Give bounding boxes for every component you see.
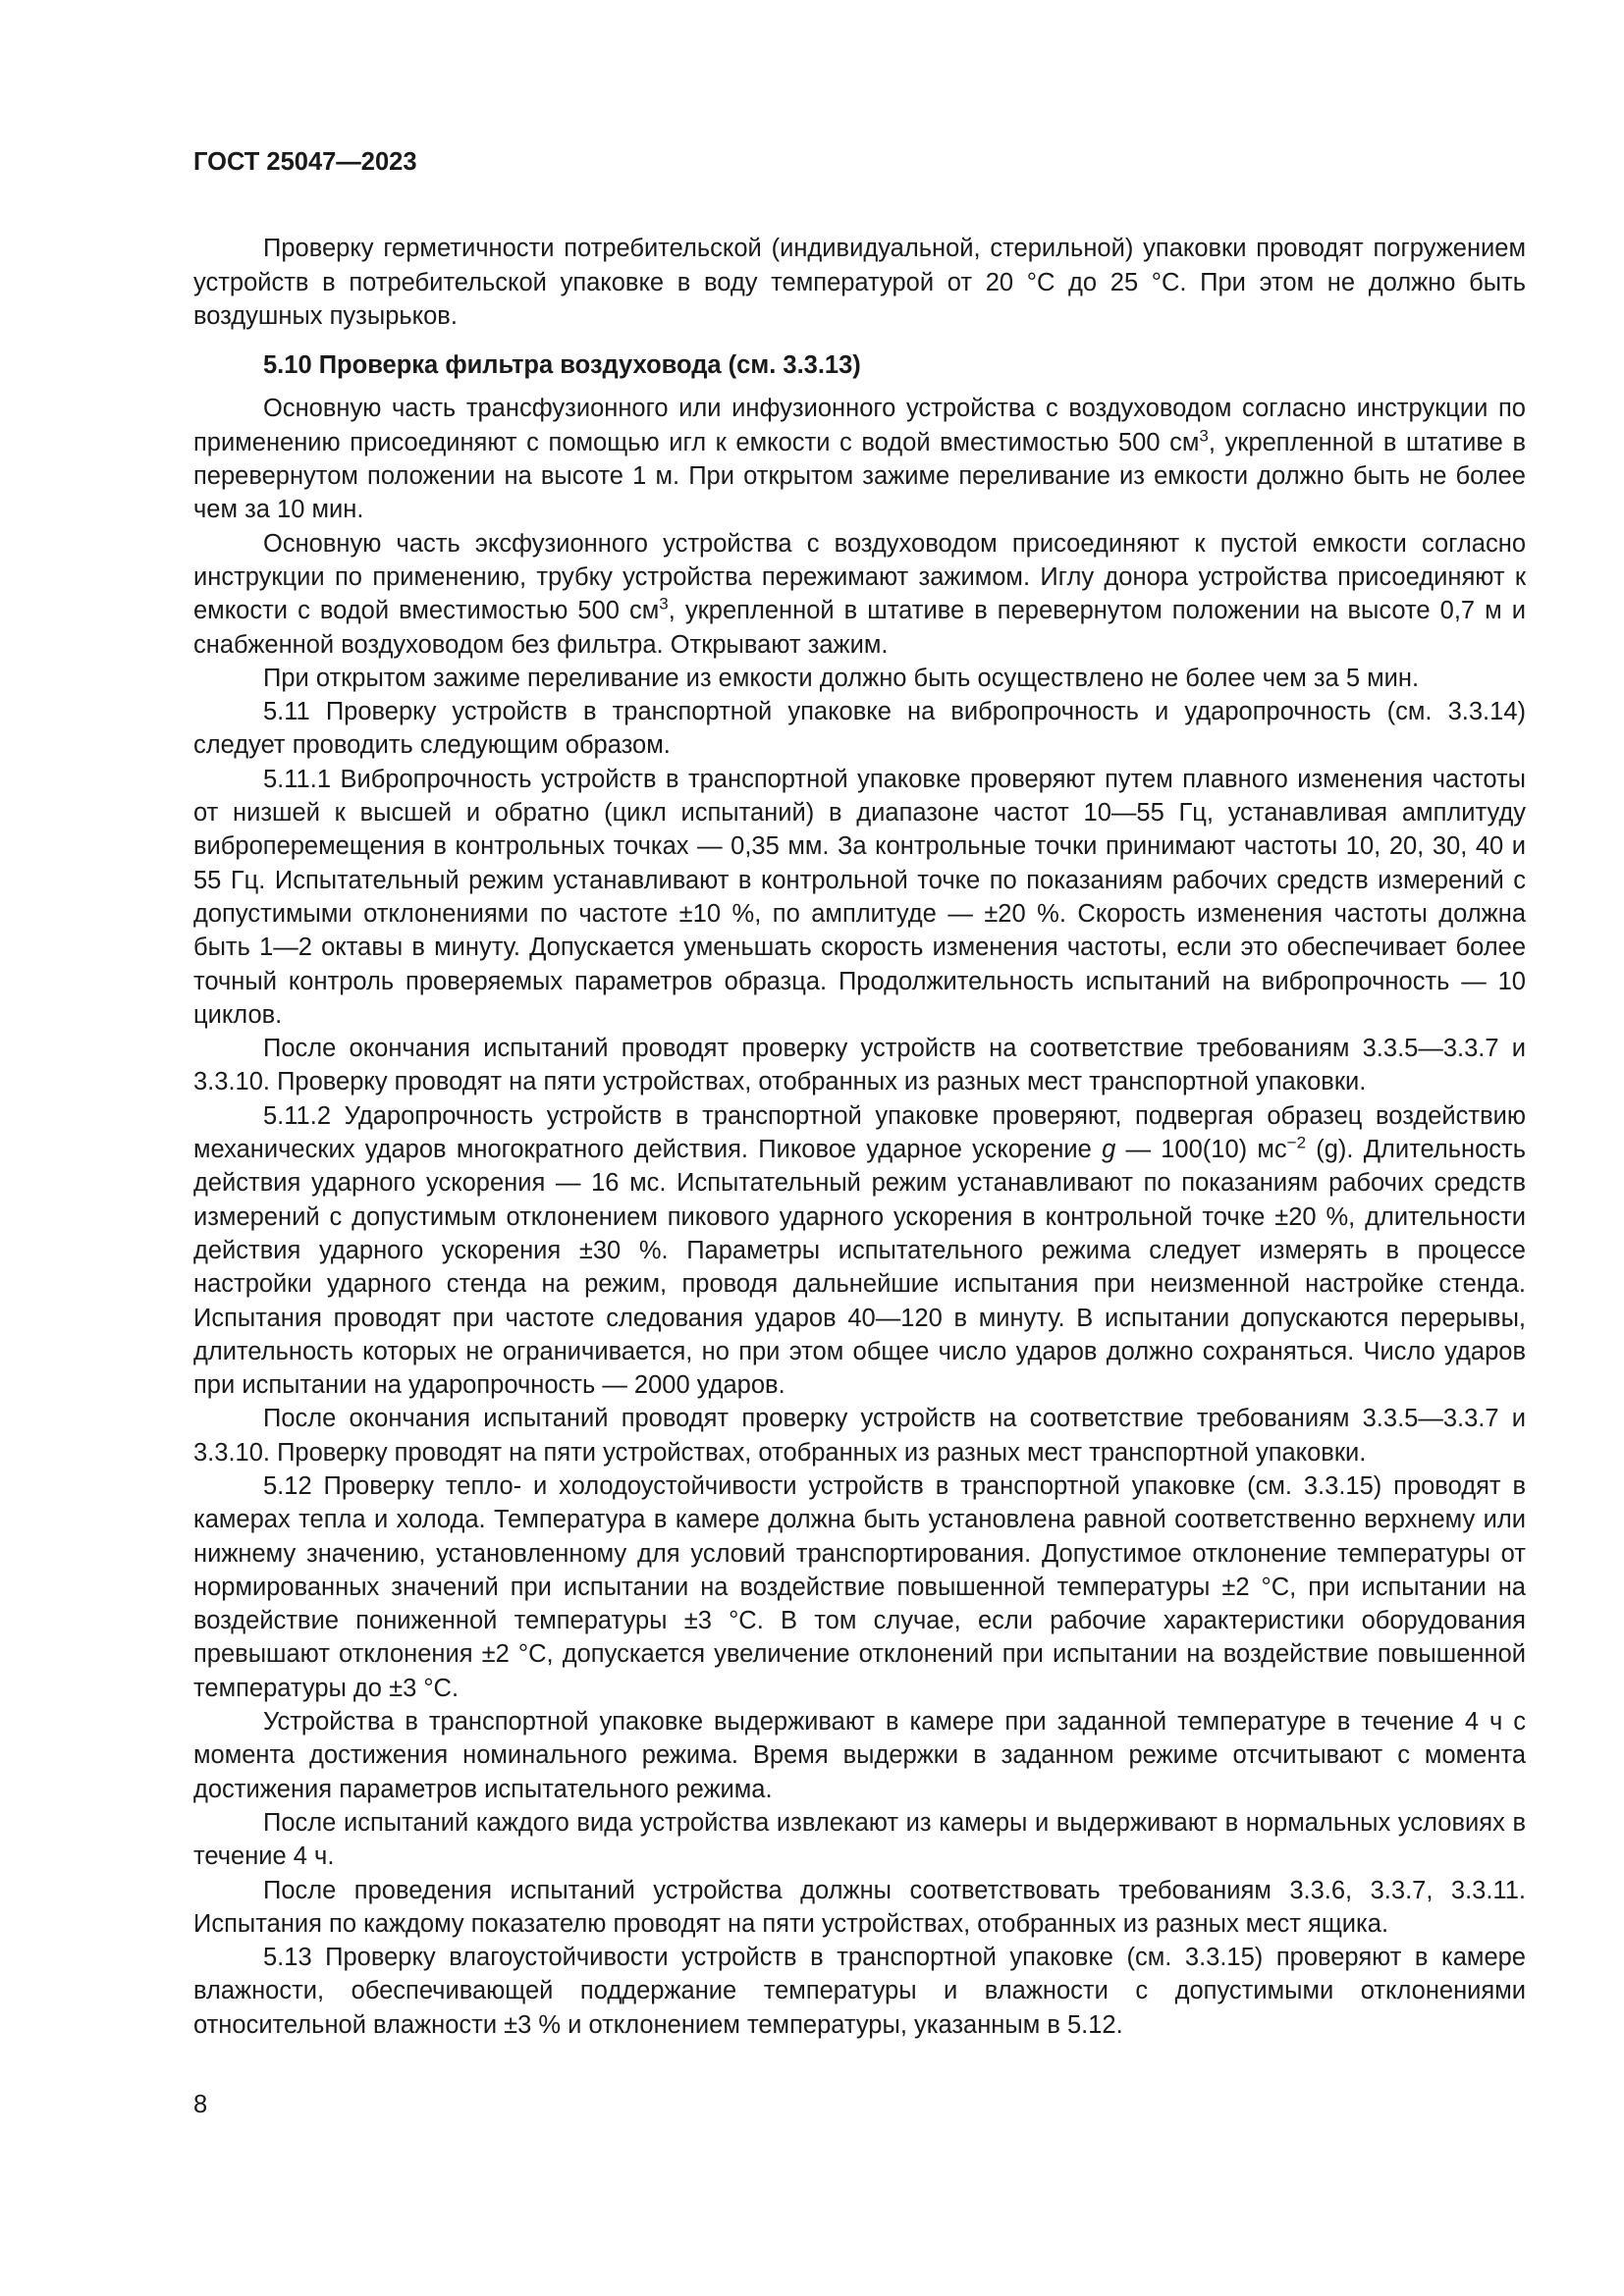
paragraph-open-clamp: При открытом зажиме переливание из емкости должно быть осуществлено не более чем за 5 мин. bbox=[263, 664, 1420, 692]
superscript: 3 bbox=[659, 594, 669, 614]
paragraph-5-11: 5.11 Проверку устройств в транспортной упаковке на вибропрочность и ударопрочность (см. 3.3.14) следует проводить следующим образом. bbox=[193, 698, 1526, 760]
paragraph-text: , укрепленной в штативе в перевернутом положении на высоте 1 м. При открытом зажиме переливание из емкости должно быть не более чем за 10 мин. bbox=[193, 428, 1526, 524]
paragraph-text: (g). Длительность действия ударного ускорения — 16 мс. Испытательный режим устанавливают по показаниям рабочих средств измерений с допустимым отклонением пикового ударного ускорения в контрольной точке ±20 %, длительности действия ударного ускорения ±30 %. Параметры испытательного режима следует измерять в процессе настройки ударного стенда на режим, проводя дальнейшие испытания при неизменной настройке стенда. Испытания проводят при частоте следования ударов 40—120 в минуту. В испытании допускаются перерывы, длительность которых не ограничивается, но при этом общее число ударов должно сохраняться. Число ударов при испытании на ударопрочность — 2000 ударов. bbox=[193, 1136, 1527, 1400]
paragraph-after-shock: После окончания испытаний проводят проверку устройств на соответствие требованиям 3.3.5—3.3.7 и 3.3.10. Проверку проводят на пяти устройствах, отобранных из разных мест транспортной упаковки. bbox=[193, 1405, 1526, 1467]
superscript: 3 bbox=[1199, 426, 1209, 446]
paragraph-after-vibration: После окончания испытаний проводят проверку устройств на соответствие требованиям 3.3.5—3.3.7 и 3.3.10. Проверку проводят на пяти устройствах, отобранных из разных мест транспортной упаковки. bbox=[193, 1035, 1526, 1096]
italic-symbol: g bbox=[1102, 1136, 1116, 1164]
paragraph-5-11-1: 5.11.1 Вибропрочность устройств в транспортной упаковке проверяют путем плавного изменения частоты от низшей к высшей и обратно (цикл испытаний) в диапазоне частот 10—55 Гц, устанавливая амплитуду виброперемещения в контрольных точках — 0,35 мм. За контрольные точки принимают частоты 10, 20, 30, 40 и 55 Гц. Испытательный режим устанавливают в контрольной точке по показаниям рабочих средств измерений с допустимыми отклонениями по частоте ±10 %, по амплитуде — ±20 %. Скорость изменения частоты должна быть 1—2 октавы в минуту. Допускается уменьшать скорость изменения частоты, если это обеспечивает более точный контроль проверяемых параметров образца. Продолжительность испытаний на вибропрочность — 10 циклов. bbox=[193, 765, 1526, 1029]
superscript: −2 bbox=[1286, 1133, 1307, 1152]
paragraph-text: — 100(10) мс bbox=[1115, 1136, 1287, 1164]
document-page bbox=[193, 145, 1526, 2042]
paragraph-after-each-test: После испытаний каждого вида устройства извлекают из камеры и выдерживают в нормальных условиях в течение 4 ч. bbox=[193, 1808, 1526, 1871]
paragraph-sealing-check: Проверку герметичности потребительской (индивидуальной, стерильной) упаковки проводят погружением устройств в потребительской упаковке в воду температурой от 20 °С до 25 °С. При этом не должно быть воздушных пузырьков. bbox=[193, 235, 1526, 330]
paragraph-exfusion-filter bbox=[193, 527, 1526, 662]
paragraph-text: Основную часть эксфузионного устройства с воздуховодом присоединяют к пустой емкости согласно инструкции по применению, трубку устройства пережимают зажимом. Иглу донора устройства присоединяют к емкости с водой вместимостью 500 см bbox=[193, 529, 1526, 625]
paragraph-requirements: После проведения испытаний устройства должны соответствовать требованиям 3.3.6, 3.3.7, 3.3.11. Испытания по каждому показателю проводят на пяти устройствах, отобранных из разных мест ящика. bbox=[193, 1876, 1526, 1938]
paragraph-text: 5.11.2 Ударопрочность устройств в транспортной упаковке проверяют, подвергая образец воздействию механических ударов многократного действия. Пиковое ударное ускорение bbox=[193, 1101, 1526, 1164]
paragraph-text: Основную часть трансфузионного или инфузионного устройства с воздуховодом согласно инструкции по применению присоединяют с помощью игл к емкости с водой вместимостью 500 см bbox=[193, 395, 1526, 456]
document-header: ГОСТ 25047—2023 bbox=[193, 148, 417, 176]
paragraph-exposure-time: Устройства в транспортной упаковке выдерживают в камере при заданной температуре в течение 4 ч с момента достижения номинального режима. Время выдержки в заданном режиме отсчитывают с момента достижения параметров испытательного режима. bbox=[193, 1708, 1526, 1803]
paragraph-5-13: 5.13 Проверку влагоустойчивости устройств в транспортной упаковке (см. 3.3.15) проверяют в камере влажности, обеспечивающей поддержание температуры и влажности с допустимыми отклонениями относительной влажности ±3 % и отклонением температуры, указанным в 5.12. bbox=[193, 1944, 1526, 2039]
paragraph-5-12: 5.12 Проверку тепло- и холодоустойчивости устройств в транспортной упаковке (см. 3.3.15) проводят в камерах тепла и холода. Температура в камере должна быть установлена равной соответственно верхнему или нижнему значению, установленному для условий транспортирования. Допустимое отклонение температуры от нормированных значений при испытании на воздействие повышенной температуры ±2 °С, при испытании на воздействие пониженной температуры ±3 °С. В том случае, если рабочие характеристики оборудования превышают отклонения ±2 °С, допускается увеличение отклонений при испытании на воздействие повышенной температуры до ±3 °С. bbox=[193, 1471, 1526, 1702]
paragraph-transfusion-filter bbox=[193, 392, 1526, 526]
paragraph-5-11-2 bbox=[193, 1099, 1526, 1403]
section-heading-5-10: 5.10 Проверка фильтра воздуховода (см. 3.3.13) bbox=[263, 351, 861, 380]
paragraph-text: , укрепленной в штативе в перевернутом положении на высоте 0,7 м и снабженной воздуховодом без фильтра. Открывают зажим. bbox=[193, 597, 1526, 659]
page-number: 8 bbox=[193, 2091, 208, 2118]
